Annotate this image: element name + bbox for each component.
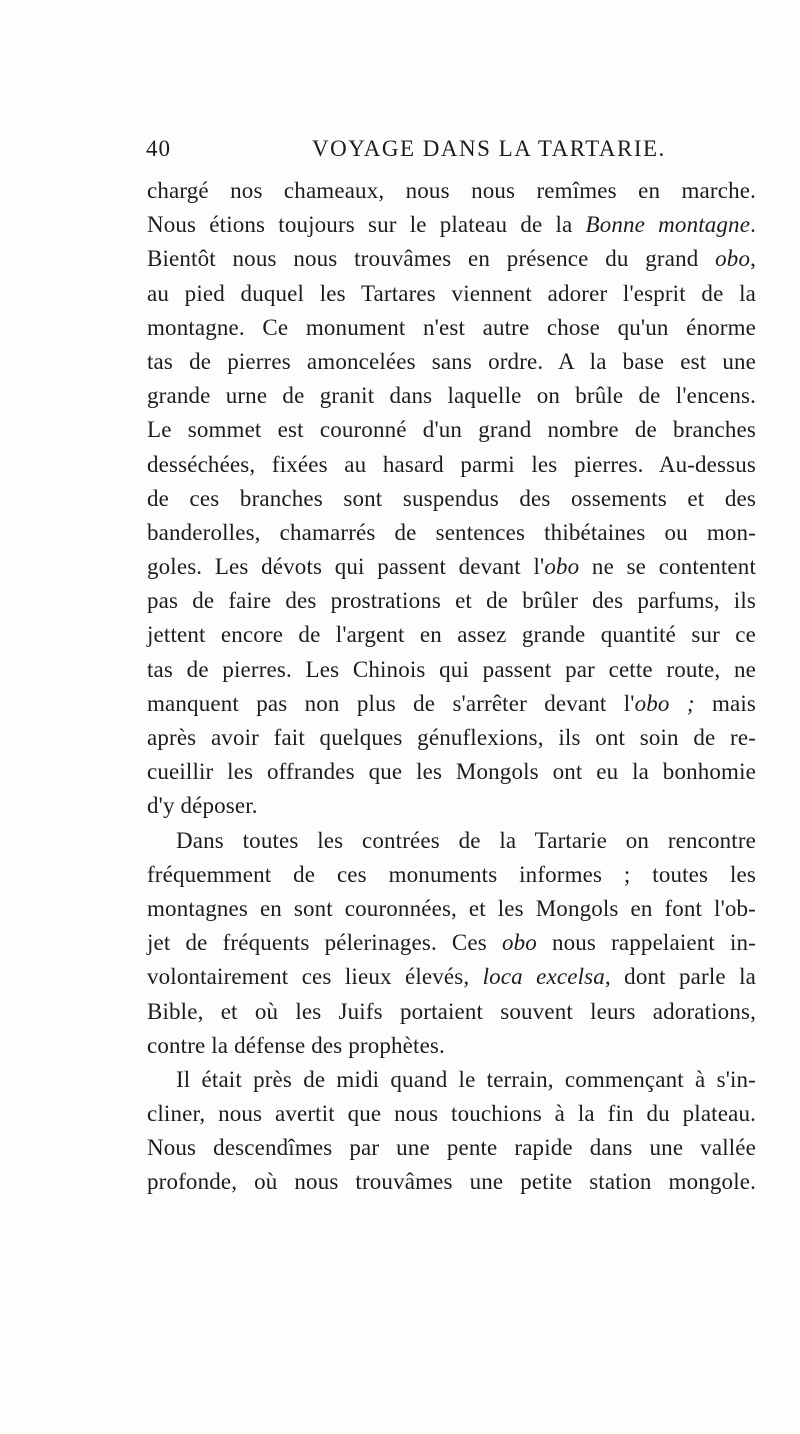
line-segment: au pied duquel les Tartares viennent adorer l'esprit de la [147,280,756,306]
line-segment: de ces branches sont suspendus des ossements et des [147,485,756,511]
text-line [147,516,756,550]
text-line [147,242,756,276]
text-line [147,721,756,755]
text-line [147,789,756,823]
text-line [147,1131,756,1165]
line-segment: montagnes en sont couronnées, et les Mongols en font l'ob- [147,895,756,921]
text-line [147,1029,756,1063]
text-line [147,482,756,516]
text-line [147,892,756,926]
line-segment: grande urne de granit dans laquelle on brûle de l'encens. [147,383,756,409]
text-line [147,379,756,413]
text-line [147,550,756,584]
line-segment: Bientôt nous nous trouvâmes en présence du grand [147,246,716,272]
line-segment: mais [694,690,756,716]
text-line [147,653,756,687]
page-number: 40 [146,136,171,161]
line-segment: profonde, où nous trouvâmes une petite station mongole. [147,1169,756,1195]
text-line [147,858,756,892]
text-line [147,1063,756,1097]
line-segment: desséchées, fixées au hasard parmi les pierres. Au-dessus [147,451,756,477]
text-line [147,687,756,721]
text-line [147,311,756,345]
text-line [147,345,756,379]
text-line [147,277,756,311]
text-line [147,584,756,618]
line-segment: cueillir les offrandes que les Mongols ont eu la bonhomie [147,759,756,785]
text-line [147,926,756,960]
line-segment: pas de faire des prostrations et de brûler des parfums, ils [147,588,756,614]
italic-term: obo [715,246,751,272]
line-segment: chargé nos chameaux, nous nous remîmes en marche. [147,178,756,203]
text-line [147,824,756,858]
body-text [147,174,756,1200]
line-segment: goles. Les dévots qui passent devant l' [147,554,545,580]
line-segment: . [750,212,756,238]
text-line [147,208,756,242]
line-segment: , dont parle la [604,964,756,990]
running-title: VOYAGE DANS LA TARTARIE. [312,136,666,161]
line-segment: Il était près de midi quand le terrain, commençant à s'in- [176,1066,756,1092]
italic-term: obo ; [634,690,695,716]
text-line [147,174,756,208]
line-segment: Nous descendîmes par une pente rapide dans une vallée [147,1135,756,1161]
line-segment: montagne. Ce monument n'est autre chose qu'un énorme [147,314,756,340]
text-line [147,1165,756,1199]
text-line [147,755,756,789]
italic-term: obo [544,554,580,580]
line-segment: tas de pierres amoncelées sans ordre. A la base est une [147,348,756,374]
line-segment: après avoir fait quelques génuflexions, ils ont soin de re- [147,725,756,750]
line-segment: Nous étions toujours sur le plateau de la [147,212,586,238]
line-segment: banderolles, chamarrés de sentences thibétaines ou mon- [147,519,756,545]
italic-term: Bonne montagne [585,212,751,238]
line-segment: jet de fréquents pélerinages. Ces [147,930,502,956]
line-segment: nous rappelaient in- [536,930,756,956]
text-line [147,618,756,652]
line-segment: Le sommet est couronné d'un grand nombre de branches [147,417,756,443]
line-segment: d'y déposer. [147,793,258,819]
line-segment: volontairement ces lieux élevés, [147,964,483,990]
text-line [147,1097,756,1131]
italic-term: loca excelsa [482,964,605,990]
line-segment: fréquemment de ces monuments informes ; toutes les [147,861,756,887]
line-segment: manquent pas non plus de s'arrêter devant l' [147,690,635,716]
line-segment: Bible, et où les Juifs portaient souvent leurs adorations, [147,998,756,1024]
italic-term: obo [501,930,537,956]
line-segment: , [750,246,756,272]
line-segment: tas de pierres. Les Chinois qui passent par cette route, ne [147,656,756,682]
text-line [147,413,756,447]
line-segment: Dans toutes les contrées de la Tartarie on rencontre [176,827,756,853]
line-segment: cliner, nous avertit que nous touchions à la fin du plateau. [147,1101,756,1127]
text-line [147,960,756,994]
line-segment: contre la défense des prophètes. [147,1032,445,1058]
running-head [0,136,800,166]
line-segment: jettent encore de l'argent en assez grande quantité sur ce [147,622,756,648]
text-line [147,448,756,482]
text-line [147,995,756,1029]
line-segment: ne se contentent [579,554,756,580]
